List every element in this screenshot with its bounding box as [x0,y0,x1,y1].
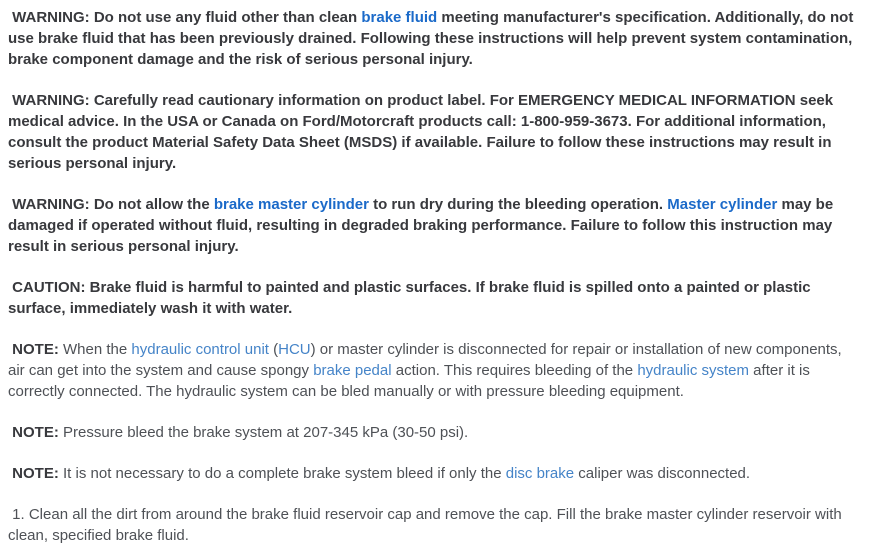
paragraph-text: action. This requires bleeding of the [391,362,638,379]
paragraph-text: after it is correctly connected. The hydraulic system can be bled manually or with pressure bleeding equipment. [8,362,815,400]
note-paragraph-1 [8,339,860,402]
inline-link[interactable]: Master cylinder [667,196,778,213]
inline-link[interactable]: hydraulic system [637,362,750,379]
warning-paragraph-1 [8,7,860,70]
paragraph-text: WARNING: Do not allow the [8,196,214,213]
paragraph-text: may be damaged if operated without fluid, resulting in degraded braking performance. Failure to follow this instruction may result in serious personal injury. [8,196,838,255]
inline-link[interactable]: HCU [278,341,311,358]
step-paragraph-1 [8,504,860,546]
paragraph-text: WARNING: Do not use any fluid other than clean [8,9,362,26]
paragraph-text: 1. Clean all the dirt from around the brake fluid reservoir cap and remove the cap. Fill the brake master cylinder reservoir with clean, specified brake fluid. [8,506,846,544]
inline-link[interactable]: brake pedal [313,362,392,379]
paragraph-text: WARNING: Carefully read cautionary information on product label. For EMERGENCY MEDICAL INFORMATION seek medical advice. In the USA or Canada on Ford/Motorcraft products call: 1-800-959-3673. For additional information, consult the product Material Safety Data Sheet (MSDS) if available. Failure to follow these instructions may result in serious personal injury. [8,92,838,172]
paragraph-text: caliper was disconnected. [574,465,751,482]
paragraph-text: ) or master cylinder is disconnected for repair or installation of new components, air can get into the system and cause spongy [8,341,846,379]
warning-paragraph-3 [8,194,860,257]
note-paragraph-3 [8,463,860,484]
paragraph-text: meeting manufacturer's specification. Additionally, do not use brake fluid that has been previously drained. Following these instructions will help prevent system contamination, brake component damage and the risk of serious personal injury. [8,9,858,68]
warning-paragraph-2 [8,90,860,174]
paragraph-text: It is not necessary to do a complete brake system bleed if only the [58,465,506,482]
paragraph-text: ( [268,341,279,358]
paragraph-text: to run dry during the bleeding operation. [368,196,668,213]
paragraph-label: NOTE: [8,465,59,482]
inline-link[interactable]: hydraulic control unit [131,341,269,358]
paragraph-text: When the [58,341,132,358]
paragraph-label: NOTE: [8,341,59,358]
caution-paragraph [8,277,860,319]
paragraph-text: Pressure bleed the brake system at 207-345 kPa (30-50 psi). [58,424,469,441]
paragraph-text: CAUTION: Brake fluid is harmful to painted and plastic surfaces. If brake fluid is spilled onto a painted or plastic surface, immediately wash it with water. [8,279,815,317]
note-paragraph-2 [8,422,860,443]
inline-link[interactable]: brake fluid [361,9,438,26]
inline-link[interactable]: disc brake [505,465,575,482]
paragraph-label: NOTE: [8,424,59,441]
inline-link[interactable]: brake master cylinder [213,196,369,213]
